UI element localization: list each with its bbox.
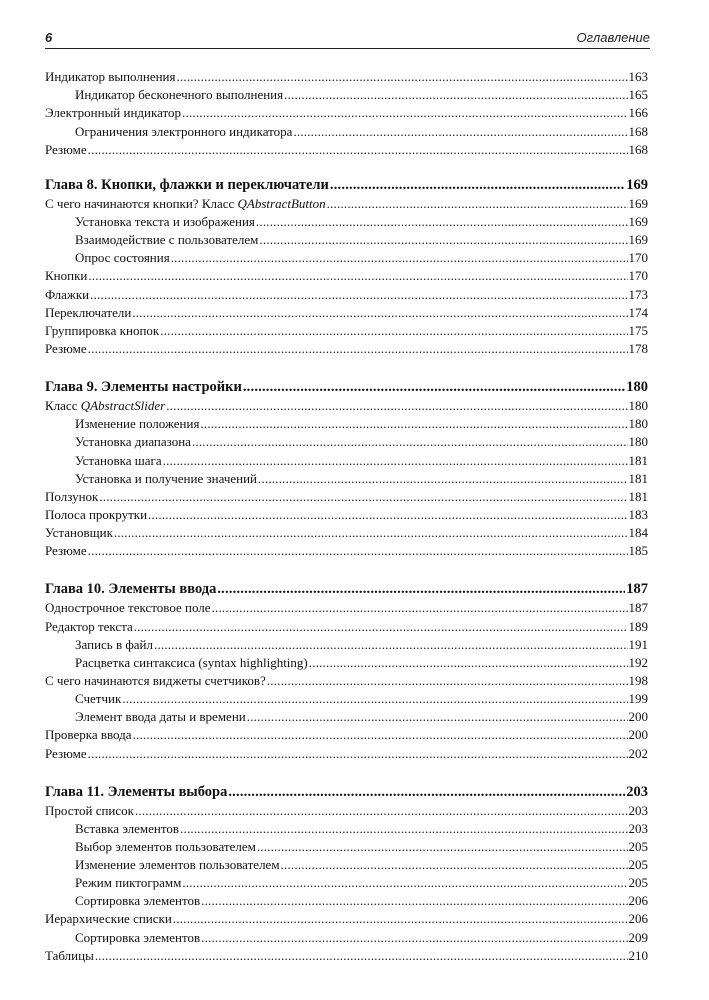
toc-entry[interactable] [45,265,648,283]
toc-entry-page: 210 [628,947,648,963]
toc-entry[interactable] [45,670,648,688]
toc-entry[interactable] [45,522,648,540]
toc-entry-page: 180 [628,434,648,450]
toc-leader-dots [200,416,627,431]
class-name-italic: QAbstractButton [237,195,326,211]
toc-entry-page: 181 [628,452,648,468]
toc-entry-title: Установка текста и изображения [75,213,255,229]
toc-subentry[interactable] [45,818,648,836]
toc-entry-page: 203 [628,802,648,818]
toc-leader-dots [259,232,627,247]
toc-subentry[interactable] [45,634,648,652]
toc-leader-dots [133,727,628,742]
toc-entry-title: Группировка кнопок [45,322,160,338]
toc-entry-title: С чего начинаются кнопки? Класс QAbstractButton [45,195,326,211]
toc-leader-dots [201,893,627,908]
toc-entry-page: 178 [628,340,648,356]
toc-entry-page: 200 [628,727,648,743]
toc-entry[interactable] [45,102,648,120]
toc-entry-title: Электронный индикатор [45,105,182,121]
toc-leader-dots [88,268,627,283]
toc-leader-dots [95,948,628,963]
toc-entry-title: Индикатор бесконечного выполнения [75,87,284,103]
toc-entry[interactable] [45,66,648,84]
toc-entry-title: Иерархические списки [45,911,172,927]
header-page-number: 6 [45,30,53,45]
chapter-page: 169 [626,176,648,193]
toc-subentry[interactable] [45,120,648,138]
toc-subentry[interactable] [45,211,648,229]
toc-entry-page: 205 [628,857,648,873]
toc-entry-page: 170 [628,250,648,266]
toc-leader-dots [201,930,627,945]
toc-leader-dots [327,196,628,211]
toc-entry-title: Счетчик [75,691,122,707]
toc-entry[interactable] [45,800,648,818]
chapter-title: Глава 10. Элементы ввода [45,581,217,598]
toc-leader-dots [281,857,628,872]
header-section-title: Оглавление [576,30,650,45]
toc-entry-title: Кнопки [45,268,88,284]
toc-entry-page: 209 [628,929,648,945]
toc-entry[interactable] [45,540,648,558]
toc-entry-page: 187 [628,600,648,616]
toc-entry-page: 184 [628,525,648,541]
chapter-title: Глава 9. Элементы настройки [45,378,242,395]
toc-entry-title: Проверка ввода [45,727,132,743]
toc-entry-title: Выбор элементов пользователем [75,838,256,854]
toc-entry[interactable] [45,908,648,926]
toc-subentry[interactable] [45,926,648,944]
toc-leader-dots [88,543,628,558]
toc-entry-title: Резюме [45,745,87,761]
toc-entry-title: Опрос состояния [75,250,170,266]
toc-entry-page: 205 [628,875,648,891]
toc-leader-dots [257,839,628,854]
toc-entry-page: 169 [628,213,648,229]
toc-chapter-11[interactable] [45,781,648,800]
toc-leader-dots [114,525,628,540]
toc-entry-title: Простой список [45,802,134,818]
toc-entry-page: 191 [628,636,648,652]
toc-leader-dots [247,709,628,724]
toc-entry-page: 169 [628,232,648,248]
toc-entry-title: Полоса прокрутки [45,506,148,522]
toc-entry-page: 168 [628,123,648,139]
toc-subentry[interactable] [45,413,648,431]
toc-entry-page: 202 [628,745,648,761]
toc-subentry[interactable] [45,706,648,724]
toc-leader-dots [88,341,628,356]
toc-leader-dots [132,305,627,320]
toc-entry-title: Изменение элементов пользователем [75,857,280,873]
toc-entry-title: Ограничения электронного индикатора [75,123,293,139]
toc-entry-title: Резюме [45,543,87,559]
chapter-title: Глава 11. Элементы выбора [45,783,228,800]
toc-leader-dots [267,673,628,688]
chapter-title: Глава 8. Кнопки, флажки и переключатели [45,176,329,193]
toc-leader-dots [243,380,625,395]
toc-leader-dots [173,911,628,926]
toc-entry-page: 192 [628,654,648,670]
toc-subentry[interactable] [45,431,648,449]
toc-leader-dots [180,821,627,836]
toc-entry-title: Установка шага [75,452,162,468]
toc-subentry[interactable] [45,688,648,706]
toc-subentry[interactable] [45,836,648,854]
toc-entry-page: 206 [628,893,648,909]
toc-entry-page: 170 [628,268,648,284]
toc-entry[interactable] [45,615,648,633]
toc-subentry[interactable] [45,229,648,247]
toc-entry-page: 163 [628,69,648,85]
toc-leader-dots [284,87,627,102]
toc-chapter-9[interactable] [45,376,648,395]
toc-entry-title: Флажки [45,286,90,302]
toc-entry[interactable] [45,945,648,963]
toc-leader-dots [154,637,628,652]
toc-leader-dots [99,489,627,504]
toc-entry-title: Установка диапазона [75,434,191,450]
toc-leader-dots [148,507,627,522]
toc-entry[interactable] [45,504,648,522]
toc-entry-title: Переключатели [45,304,132,320]
toc-entry-page: 199 [628,691,648,707]
toc-chapter-8[interactable] [45,174,648,193]
toc-entry-title: Взаимодействие с пользователем [75,232,259,248]
toc-entry-page: 198 [628,672,648,688]
toc-leader-dots [228,785,625,800]
toc-leader-dots [309,655,628,670]
toc-leader-dots [171,250,628,265]
toc-entry-page: 166 [628,105,648,121]
toc-entry-page: 180 [628,416,648,432]
toc-entry[interactable] [45,597,648,615]
chapter-page: 187 [626,581,648,598]
toc-leader-dots [122,691,627,706]
toc-leader-dots [293,124,627,139]
toc-subentry[interactable] [45,84,648,102]
running-header [45,30,650,49]
toc-entry-title: Запись в файл [75,636,153,652]
toc-entry-title: Таблицы [45,947,94,963]
toc-subentry[interactable] [45,247,648,265]
toc-leader-dots [88,142,628,157]
toc-entry-page: 165 [628,87,648,103]
toc-entry-page: 183 [628,506,648,522]
toc-entry-page: 189 [628,618,648,634]
toc-entry-title: Редактор текста [45,618,133,634]
toc-entry-title: Сортировка элементов [75,929,201,945]
toc-leader-dots [258,471,628,486]
toc-leader-dots [163,453,628,468]
toc-leader-dots [160,323,627,338]
toc-entry-page: 173 [628,286,648,302]
toc-entry[interactable] [45,302,648,320]
toc-entry[interactable] [45,320,648,338]
toc-leader-dots [330,178,625,193]
toc-entry-title: Однострочное текстовое поле [45,600,211,616]
toc-entry-title: Резюме [45,340,87,356]
toc-entry-title: Режим пиктограмм [75,875,182,891]
toc-leader-dots [135,803,628,818]
chapter-page: 180 [626,378,648,395]
toc-leader-dots [192,434,628,449]
toc-subentry[interactable] [45,652,648,670]
toc-leader-dots [90,287,627,302]
toc-entry-title: Изменение положения [75,416,200,432]
toc-entry-title: Резюме [45,141,87,157]
toc-leader-dots [217,582,625,597]
toc-entry-page: 205 [628,838,648,854]
toc-entry[interactable] [45,486,648,504]
toc-entry[interactable] [45,193,648,211]
toc-entry-page: 203 [628,820,648,836]
toc-entry-title: Установщик [45,525,113,541]
toc-entry-title: Класс QAbstractSlider [45,398,166,414]
toc-entry[interactable] [45,283,648,301]
toc-entry-page: 180 [628,398,648,414]
toc-entry-title: С чего начинаются виджеты счетчиков? [45,672,266,688]
toc-leader-dots [88,746,628,761]
toc-leader-dots [134,619,628,634]
toc-entry-title: Ползунок [45,488,99,504]
toc-entry-page: 181 [628,470,648,486]
toc-subentry[interactable] [45,854,648,872]
toc-leader-dots [182,105,627,120]
class-name-italic: QAbstractSlider [80,398,166,414]
toc-subentry[interactable] [45,468,648,486]
toc-entry-page: 168 [628,141,648,157]
toc-entry[interactable] [45,395,648,413]
toc-entry[interactable] [45,724,648,742]
chapter-page: 203 [626,783,648,800]
toc-entry-title: Сортировка элементов [75,893,201,909]
toc-entry-title: Элемент ввода даты и времени [75,709,246,725]
toc-subentry[interactable] [45,449,648,467]
toc-entry[interactable] [45,338,648,356]
toc-leader-dots [166,398,627,413]
toc-leader-dots [177,69,628,84]
table-of-contents [45,66,648,963]
toc-entry-page: 181 [628,488,648,504]
toc-entry-page: 174 [628,304,648,320]
toc-chapter-10[interactable] [45,578,648,597]
toc-leader-dots [182,875,627,890]
toc-entry-page: 169 [628,195,648,211]
toc-subentry[interactable] [45,872,648,890]
toc-entry-title: Вставка элементов [75,820,180,836]
toc-entry-title: Индикатор выполнения [45,69,176,85]
toc-entry-title: Установка и получение значений [75,470,257,486]
toc-entry[interactable] [45,742,648,760]
toc-leader-dots [212,600,628,615]
toc-entry-title: Расцветка синтаксиса (syntax highlighting) [75,654,308,670]
toc-entry-page: 206 [628,911,648,927]
toc-leader-dots [256,214,628,229]
toc-entry-page: 175 [628,322,648,338]
toc-entry[interactable] [45,139,648,157]
toc-subentry[interactable] [45,890,648,908]
toc-entry-page: 185 [628,543,648,559]
toc-entry-page: 200 [628,709,648,725]
